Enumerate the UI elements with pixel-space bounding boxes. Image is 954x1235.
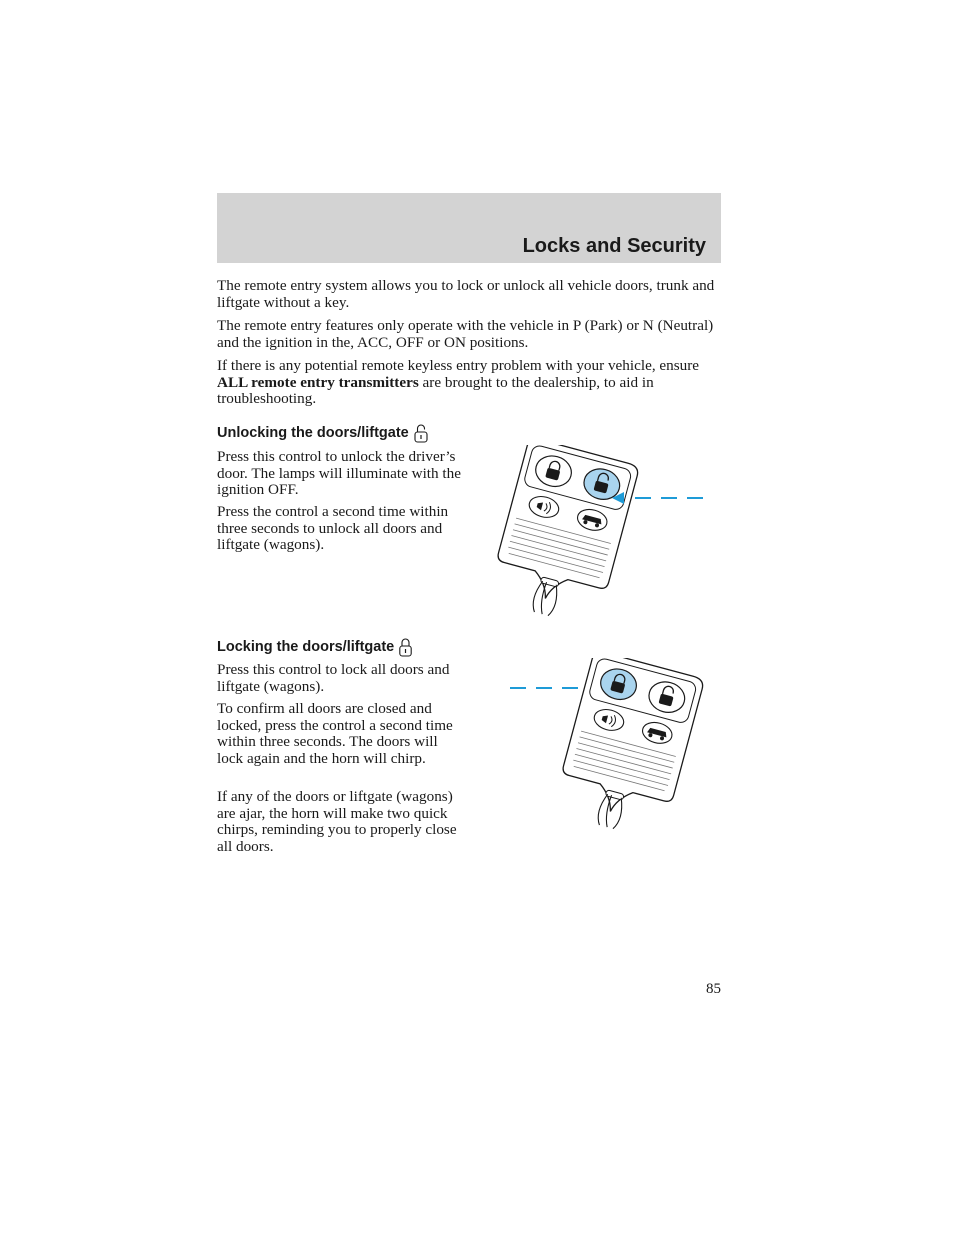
unlock-fob-illustration [490, 445, 710, 617]
unlocking-paragraph-2: Press the control a second time within three seconds to unlock all doors and liftgate (wagons). [217, 503, 449, 553]
header-band [217, 193, 721, 263]
unlock-icon [414, 423, 428, 443]
intro-paragraph-3-end: are brought to the dealership, to aid in troubleshooting. [217, 373, 654, 407]
page-title: Locks and Security [522, 235, 706, 257]
locking-paragraph-1: Press this control to lock all doors and liftgate (wagons). [217, 661, 450, 695]
intro-paragraph-2: The remote entry features only operate with the vehicle in P (Park) or N (Neutral) and the ignition in the, ACC, OFF or ON positions. [217, 317, 714, 351]
lock-fob-illustration [505, 658, 725, 830]
intro-paragraph-1: The remote entry system allows you to lock or unlock all vehicle doors, trunk and liftgate without a key. [217, 277, 715, 311]
locking-paragraph-3: If any of the doors or liftgate (wagons) are ajar, the horn will make two quick chirps, reminding you to properly close all doors. [217, 788, 457, 855]
unlocking-heading-text: Unlocking the doors/liftgate [217, 425, 409, 441]
locking-heading-text: Locking the doors/liftgate [217, 639, 395, 655]
lock-icon [399, 637, 412, 657]
intro-paragraph-3-start: If there is any potential remote keyless entry problem with your vehicle, ensure [217, 357, 700, 374]
unlocking-heading [217, 423, 428, 443]
page-number: 85 [706, 981, 721, 997]
intro-paragraph-3 [217, 358, 723, 408]
intro-paragraph-3-emphasis: ALL remote entry transmitters [217, 373, 419, 391]
unlocking-paragraph-1: Press this control to unlock the driver’s door. The lamps will illuminate with the ignition OFF. [217, 448, 461, 498]
locking-paragraph-2: To confirm all doors are closed and locked, press the control a second time within three seconds. The doors will lock again and the horn will chirp. [217, 700, 453, 767]
locking-heading [217, 637, 412, 657]
